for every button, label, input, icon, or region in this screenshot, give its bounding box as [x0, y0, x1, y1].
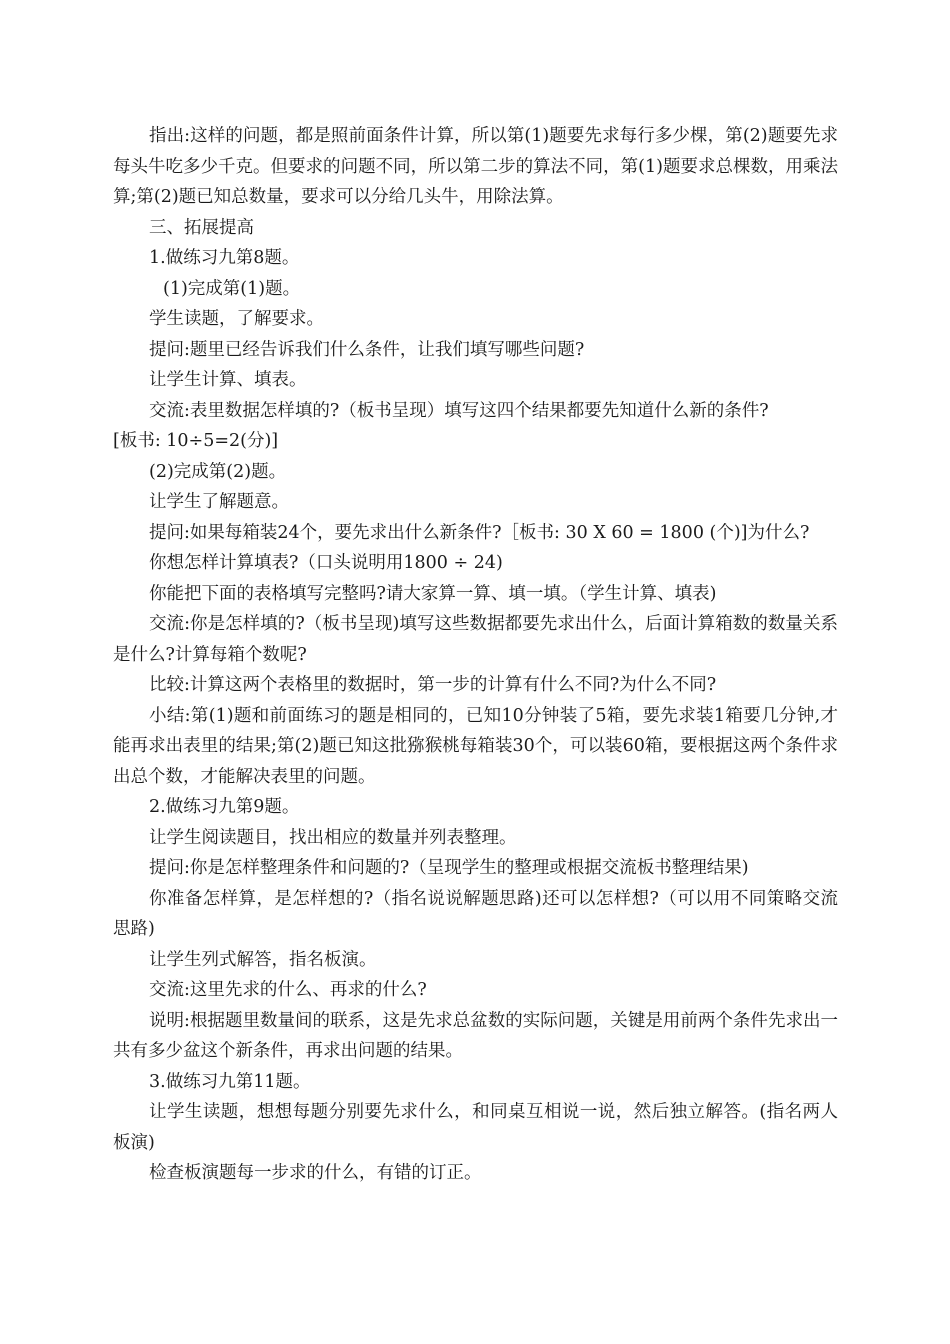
- paragraph: 让学生计算、填表。: [149, 370, 307, 390]
- paragraph: 提问:题里已经告诉我们什么条件，让我们填写哪些问题?: [149, 339, 585, 360]
- exercise-item-3: 3.做练习九第11题。: [149, 1071, 311, 1092]
- sub-item-2: (2)完成第(2)题。: [149, 461, 287, 482]
- board-note: [板书: 10÷5=2(分)]: [113, 431, 279, 451]
- paragraph-explanation: 说明:根据题里数量间的联系，这是先求总盆数的实际问题，关键是用前两个条件先求出一共有多少盆这个新条件，再求出问题的结果。: [113, 1010, 838, 1061]
- exercise-item-1: 1.做练习九第8题。: [149, 248, 300, 268]
- paragraph: 提问:你是怎样整理条件和问题的?（呈现学生的整理或根据交流板书整理结果): [149, 858, 749, 878]
- paragraph: 比较:计算这两个表格里的数据时，第一步的计算有什么不同?为什么不同?: [149, 675, 717, 695]
- sub-item-1: (1)完成第(1)题。: [163, 278, 301, 299]
- paragraph-summary: 小结:第(1)题和前面练习的题是相同的，已知10分钟装了5箱，要先求装1箱要几分钟,才能再求出表里的结果;第(2)题已知这批猕猴桃每箱装30个，可以装60箱，要根据这两个条件求出总个数，才能解决表里的问题。: [113, 705, 838, 787]
- paragraph: 交流:表里数据怎样填的?（板书呈现）填写这四个结果都要先知道什么新的条件?: [149, 400, 769, 421]
- paragraph: 让学生列式解答，指名板演。: [149, 949, 377, 970]
- paragraph-pointing-out: 指出:这样的问题，都是照前面条件计算，所以第(1)题要先求每行多少棵，第(2)题要先求每头牛吃多少千克。但要求的问题不同，所以第二步的算法不同，第(1)题要求总棵数，用乘法算;第(2)题已知总数量，要求可以分给几头牛，用除法算。: [113, 126, 838, 207]
- paragraph: 提问:如果每箱装24个，要先求出什么新条件?［板书: 30 X 60 = 1800 (个)]为什么?: [149, 522, 810, 543]
- section-heading-extension: 三、拓展提高: [149, 217, 254, 238]
- paragraph: 交流:这里先求的什么、再求的什么?: [149, 980, 427, 1000]
- paragraph: 你能把下面的表格填写完整吗?请大家算一算、填一填。（学生计算、填表): [149, 583, 717, 604]
- document-body: [113, 121, 838, 1189]
- paragraph: 你想怎样计算填表?（口头说明用1800 ÷ 24): [149, 553, 503, 573]
- paragraph: 让学生阅读题目，找出相应的数量并列表整理。: [149, 827, 517, 848]
- paragraph: 检查板演题每一步求的什么，有错的订正。: [149, 1163, 482, 1183]
- paragraph: 学生读题，了解要求。: [149, 309, 324, 329]
- paragraph: 让学生了解题意。: [149, 492, 289, 512]
- paragraph: 你准备怎样算，是怎样想的?（指名说说解题思路)还可以怎样想?（可以用不同策略交流思路): [113, 888, 838, 939]
- exercise-item-2: 2.做练习九第9题。: [149, 797, 300, 817]
- paragraph: 让学生读题，想想每题分别要先求什么，和同桌互相说一说，然后独立解答。(指名两人板演): [113, 1102, 838, 1153]
- paragraph: 交流:你是怎样填的?（板书呈现)填写这些数据都要先求出什么，后面计算箱数的数量关系是什么?计算每箱个数呢?: [113, 614, 838, 665]
